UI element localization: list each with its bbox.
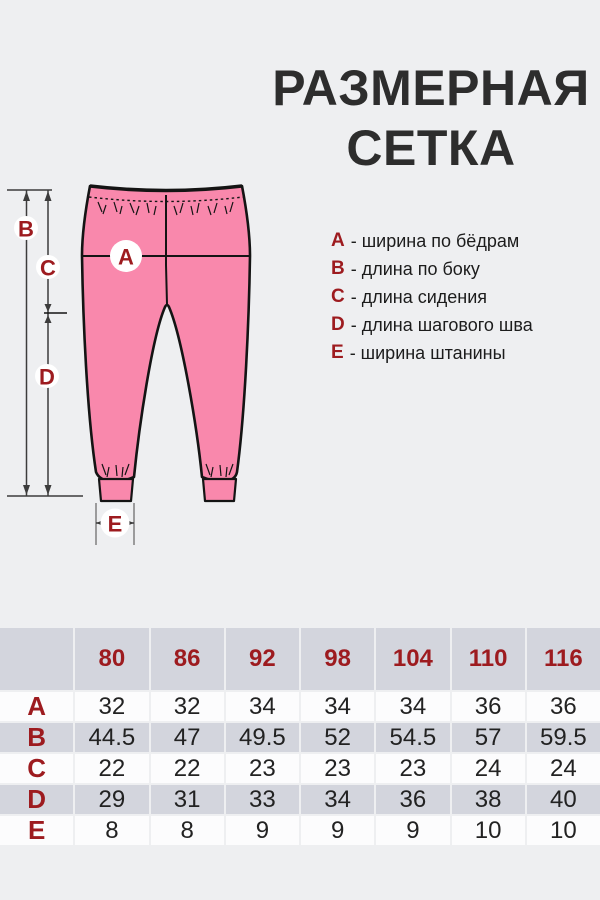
dimension-d-label: D xyxy=(39,364,55,390)
pants-diagram xyxy=(0,165,300,555)
legend-letter-d: D xyxy=(331,314,345,335)
legend-desc-c: - длина сидения xyxy=(350,286,488,307)
legend-letter-a: A xyxy=(331,230,345,251)
legend-item-d xyxy=(331,311,533,339)
table-cell: 24 xyxy=(452,754,525,783)
dimension-b-label: B xyxy=(18,216,34,242)
table-cell: 22 xyxy=(151,754,224,783)
table-cell: 8 xyxy=(151,816,224,845)
table-cell: 23 xyxy=(301,754,374,783)
center-seam xyxy=(166,195,167,304)
legend-item-e xyxy=(331,339,533,367)
size-column-header: 104 xyxy=(376,628,449,690)
table-cell: 34 xyxy=(301,785,374,814)
measurement-legend xyxy=(331,227,533,367)
legend-item-b xyxy=(331,255,533,283)
size-column-header: 92 xyxy=(226,628,299,690)
row-letter: A xyxy=(0,692,73,721)
size-column-header: 98 xyxy=(301,628,374,690)
table-cell: 36 xyxy=(376,785,449,814)
legend-item-a xyxy=(331,227,533,255)
size-column-header: 86 xyxy=(151,628,224,690)
table-cell: 34 xyxy=(226,692,299,721)
table-cell: 32 xyxy=(151,692,224,721)
table-cell: 36 xyxy=(527,692,600,721)
dimension-e xyxy=(96,503,134,545)
table-cell: 24 xyxy=(527,754,600,783)
table-cell: 9 xyxy=(376,816,449,845)
dimension-e-label: E xyxy=(107,511,123,537)
size-column-header: 116 xyxy=(527,628,600,690)
pants-outline xyxy=(82,186,250,501)
legend-letter-b: B xyxy=(331,258,345,279)
dimension-c-label: C xyxy=(40,255,56,281)
table-cell: 44.5 xyxy=(75,723,148,752)
table-cell: 34 xyxy=(376,692,449,721)
table-cell: 23 xyxy=(376,754,449,783)
waistband-top-edge xyxy=(90,186,242,191)
legend-desc-a: - ширина по бёдрам xyxy=(350,230,520,251)
table-cell: 31 xyxy=(151,785,224,814)
legend-desc-b: - длина по боку xyxy=(350,258,480,279)
table-cell: 38 xyxy=(452,785,525,814)
table-cell: 49.5 xyxy=(226,723,299,752)
table-cell: 52 xyxy=(301,723,374,752)
row-letter: D xyxy=(0,785,73,814)
table-cell: 32 xyxy=(75,692,148,721)
size-column-header: 110 xyxy=(452,628,525,690)
left-cuff-band xyxy=(99,479,133,501)
table-corner-cell xyxy=(0,628,73,690)
table-cell: 10 xyxy=(527,816,600,845)
right-cuff-band xyxy=(203,479,236,501)
dimension-a-label: A xyxy=(118,244,134,270)
table-cell: 40 xyxy=(527,785,600,814)
table-cell: 59.5 xyxy=(527,723,600,752)
row-letter: B xyxy=(0,723,73,752)
table-cell: 10 xyxy=(452,816,525,845)
row-letter: E xyxy=(0,816,73,845)
table-cell: 47 xyxy=(151,723,224,752)
row-letter: C xyxy=(0,754,73,783)
page-title: РАЗМЕРНАЯ СЕТКА xyxy=(272,60,590,176)
size-table xyxy=(0,628,600,845)
legend-desc-d: - длина шагового шва xyxy=(350,314,533,335)
table-cell: 54.5 xyxy=(376,723,449,752)
table-cell: 33 xyxy=(226,785,299,814)
legend-desc-e: - ширина штанины xyxy=(349,342,506,363)
table-cell: 57 xyxy=(452,723,525,752)
table-cell: 22 xyxy=(75,754,148,783)
dimension-letter-badges xyxy=(14,216,60,390)
legend-item-c xyxy=(331,283,533,311)
table-cell: 9 xyxy=(301,816,374,845)
table-cell: 9 xyxy=(226,816,299,845)
table-cell: 34 xyxy=(301,692,374,721)
size-column-header: 80 xyxy=(75,628,148,690)
table-cell: 23 xyxy=(226,754,299,783)
legend-letter-e: E xyxy=(331,342,344,363)
table-cell: 29 xyxy=(75,785,148,814)
legend-letter-c: C xyxy=(331,286,345,307)
table-cell: 36 xyxy=(452,692,525,721)
table-cell: 8 xyxy=(75,816,148,845)
